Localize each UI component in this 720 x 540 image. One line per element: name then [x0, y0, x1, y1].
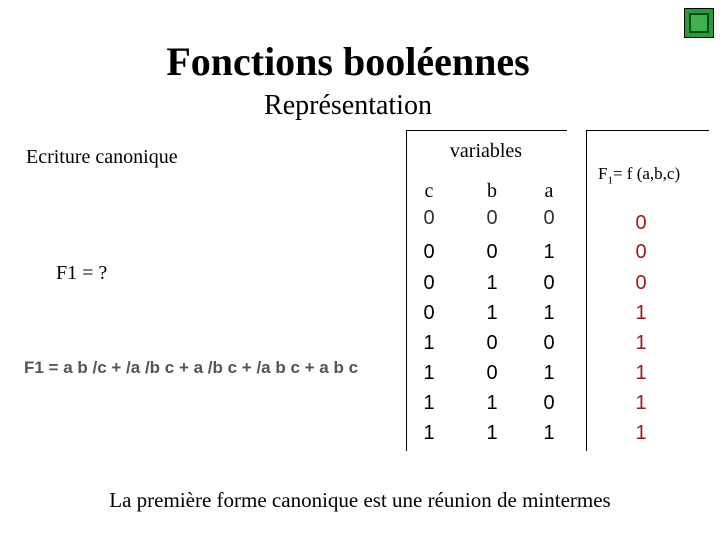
cell-f1: 0 — [635, 272, 647, 294]
cell-f1: 1 — [635, 422, 647, 444]
cell-a: 1 — [543, 241, 555, 263]
cell-b: 0 — [486, 241, 498, 263]
f1-question: F1 = ? — [56, 262, 108, 284]
cell-f1: 0 — [635, 241, 647, 263]
cell-c: 0 — [423, 207, 435, 229]
next-slide-icon[interactable] — [684, 8, 714, 38]
cell-f1: 1 — [635, 392, 647, 414]
cell-b: 1 — [486, 302, 498, 324]
cell-b: 1 — [486, 272, 498, 294]
column-header-c: c — [424, 180, 434, 202]
column-header-b: b — [487, 180, 497, 202]
cell-f1: 1 — [635, 362, 647, 384]
slide-subtitle: Représentation — [264, 90, 432, 121]
cell-c: 0 — [423, 272, 435, 294]
cell-c: 0 — [423, 302, 435, 324]
cell-c: 1 — [423, 392, 435, 414]
cell-a: 1 — [543, 362, 555, 384]
cell-b: 1 — [486, 422, 498, 444]
slide-title: Fonctions booléennes — [166, 39, 530, 84]
cell-c: 1 — [423, 422, 435, 444]
cell-a: 1 — [543, 422, 555, 444]
cell-b: 0 — [486, 207, 498, 229]
cell-a: 0 — [543, 332, 555, 354]
cell-c: 0 — [423, 241, 435, 263]
output-header-prefix: F — [598, 164, 608, 183]
cell-f1: 0 — [635, 212, 647, 234]
cell-f1: 1 — [635, 332, 647, 354]
cell-b: 1 — [486, 392, 498, 414]
footer-statement: La première forme canonique est une réunion de mintermes — [109, 488, 611, 512]
column-header-a: a — [544, 180, 554, 202]
ecriture-canonique-label: Ecriture canonique — [26, 146, 178, 168]
cell-b: 0 — [486, 332, 498, 354]
cell-c: 1 — [423, 332, 435, 354]
output-header — [598, 164, 680, 186]
variables-label: variables — [449, 140, 523, 162]
cell-a: 0 — [543, 392, 555, 414]
cell-c: 1 — [423, 362, 435, 384]
cell-b: 0 — [486, 362, 498, 384]
output-header-sub: 1 — [607, 174, 613, 187]
cell-a: 0 — [543, 272, 555, 294]
cell-f1: 1 — [635, 302, 647, 324]
cell-a: 0 — [543, 207, 555, 229]
canonical-formula: F1 = a b /c + /a /b c + a /b c + /a b c + a b c — [24, 358, 359, 377]
cell-a: 1 — [543, 302, 555, 324]
output-header-suffix: = f (a,b,c) — [612, 164, 681, 183]
